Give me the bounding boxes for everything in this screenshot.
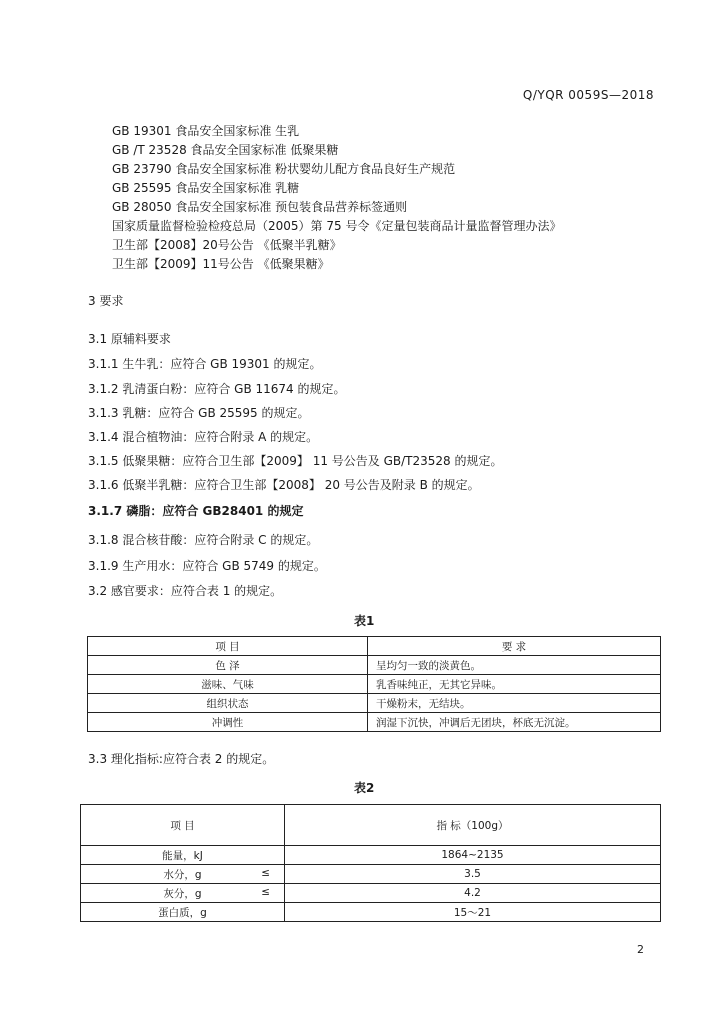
- section-3-heading: 3 要求: [88, 294, 124, 308]
- table-cell: 3.5: [285, 865, 661, 884]
- table-row: [88, 675, 661, 694]
- table-row: [88, 694, 661, 713]
- table-row: [88, 713, 661, 732]
- section-3-2-heading: 3.2 感官要求：应符合表 1 的规定。: [88, 584, 283, 598]
- page-number: 2: [637, 943, 644, 956]
- item-label: 能量，kJ: [162, 849, 203, 862]
- table-1: [87, 636, 661, 732]
- table-cell: [81, 865, 285, 884]
- table-header-row: [81, 805, 661, 846]
- table-1-caption: 表1: [354, 614, 375, 628]
- section-3-3-heading: 3.3 理化指标:应符合表 2 的规定。: [88, 752, 275, 766]
- table-cell: 干燥粉末，无结块。: [368, 694, 661, 713]
- comparison-operator: ≤: [261, 885, 270, 898]
- reference-line: 卫生部【2008】20号公告 《低聚半乳糖》: [112, 238, 342, 252]
- clause-3-1-7: 3.1.7 磷脂：应符合 GB28401 的规定: [88, 504, 304, 518]
- table-header-cell: 项 目: [81, 805, 285, 846]
- reference-line: GB /T 23528 食品安全国家标准 低聚果糖: [112, 143, 339, 157]
- table-cell: 呈均匀一致的淡黄色。: [368, 656, 661, 675]
- table-cell: 1864~2135: [285, 846, 661, 865]
- table-2-caption: 表2: [354, 781, 375, 795]
- item-label: 水分，g: [163, 868, 202, 881]
- table-row: [81, 884, 661, 903]
- clause-3-1-1: 3.1.1 生牛乳：应符合 GB 19301 的规定。: [88, 357, 322, 371]
- table-header-cell: 指 标（100g）: [285, 805, 661, 846]
- clause-3-1-8: 3.1.8 混合核苷酸：应符合附录 C 的规定。: [88, 533, 319, 547]
- reference-line: 卫生部【2009】11号公告 《低聚果糖》: [112, 257, 330, 271]
- reference-line: GB 23790 食品安全国家标准 粉状婴幼儿配方食品良好生产规范: [112, 162, 456, 176]
- clause-3-1-3: 3.1.3 乳糖：应符合 GB 25595 的规定。: [88, 406, 310, 420]
- table-row: [88, 656, 661, 675]
- reference-line: GB 25595 食品安全国家标准 乳糖: [112, 181, 300, 195]
- table-cell: 滋味、气味: [88, 675, 368, 694]
- table-row: [81, 846, 661, 865]
- table-header-row: [88, 637, 661, 656]
- table-cell: [81, 846, 285, 865]
- item-label: 蛋白质，g: [158, 906, 207, 919]
- table-row: [81, 865, 661, 884]
- clause-3-1-5: 3.1.5 低聚果糖：应符合卫生部【2009】 11 号公告及 GB/T23528 的规定。: [88, 454, 503, 468]
- clause-3-1-4: 3.1.4 混合植物油：应符合附录 A 的规定。: [88, 430, 319, 444]
- table-cell: 冲调性: [88, 713, 368, 732]
- table-cell: 润湿下沉快，冲调后无团块，杯底无沉淀。: [368, 713, 661, 732]
- table-cell: 组织状态: [88, 694, 368, 713]
- clause-3-1-6: 3.1.6 低聚半乳糖：应符合卫生部【2008】 20 号公告及附录 B 的规定。: [88, 478, 480, 492]
- standard-number: Q/YQR 0059S—2018: [522, 88, 654, 102]
- clause-3-1-9: 3.1.9 生产用水：应符合 GB 5749 的规定。: [88, 559, 326, 573]
- table-cell: [81, 903, 285, 922]
- comparison-operator: ≤: [261, 866, 270, 879]
- reference-line: GB 19301 食品安全国家标准 生乳: [112, 124, 300, 138]
- item-label: 灰分，g: [163, 887, 202, 900]
- table-cell: 乳香味纯正，无其它异味。: [368, 675, 661, 694]
- section-3-1-heading: 3.1 原辅料要求: [88, 332, 171, 346]
- table-header-cell: 项 目: [88, 637, 368, 656]
- reference-line: 国家质量监督检验检疫总局（2005）第 75 号令《定量包装商品计量监督管理办法》: [112, 219, 562, 233]
- table-header-cell: 要 求: [368, 637, 661, 656]
- table-cell: [81, 884, 285, 903]
- reference-line: GB 28050 食品安全国家标准 预包装食品营养标签通则: [112, 200, 408, 214]
- table-cell: 15～21: [285, 903, 661, 922]
- table-row: [81, 903, 661, 922]
- table-cell: 4.2: [285, 884, 661, 903]
- clause-3-1-2: 3.1.2 乳清蛋白粉：应符合 GB 11674 的规定。: [88, 382, 346, 396]
- table-2: [80, 804, 661, 922]
- table-cell: 色 泽: [88, 656, 368, 675]
